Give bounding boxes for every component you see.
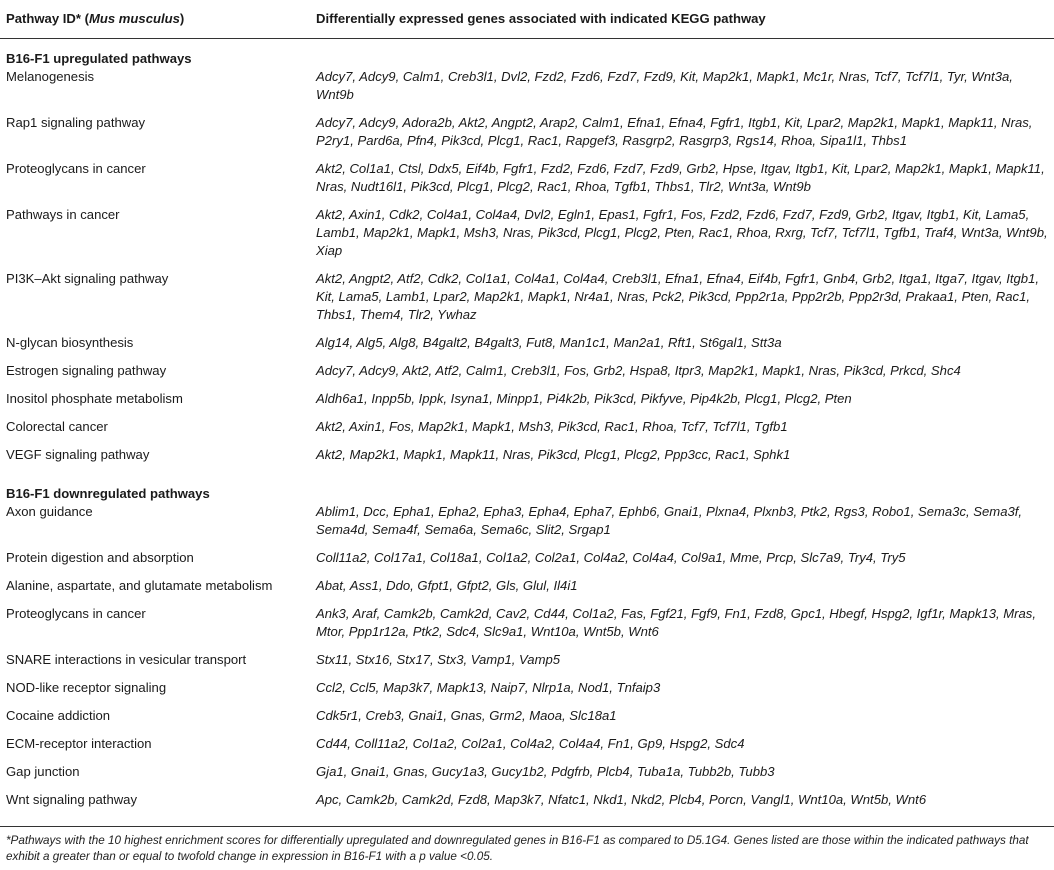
table-row (0, 549, 1054, 577)
table-row (0, 707, 1054, 735)
pathway-name: Melanogenesis (6, 69, 95, 84)
gene-list: Abat, Ass1, Ddo, Gfpt1, Gfpt2, Gls, Glul, Il4i1 (316, 578, 578, 593)
table-row (0, 605, 1054, 651)
section-title: B16-F1 upregulated pathways (6, 51, 192, 66)
pathway-name: Alanine, aspartate, and glutamate metabolism (6, 578, 273, 593)
pathway-name: N-glycan biosynthesis (6, 335, 134, 350)
table-row (0, 679, 1054, 707)
header-pathway-prefix: Pathway ID* ( (6, 11, 89, 26)
gene-list: Adcy7, Adcy9, Akt2, Atf2, Calm1, Creb3l1, Fos, Grb2, Hspa8, Itpr3, Map2k1, Mapk1, Nras, Pik3cd, Prkcd, Shc4 (316, 363, 961, 378)
pathway-name: Gap junction (6, 764, 80, 779)
header-species: Mus musculus (88, 11, 180, 26)
pathway-name: Proteoglycans in cancer (6, 161, 146, 176)
table-row (0, 362, 1054, 390)
table-footnote: *Pathways with the 10 highest enrichment scores for differentially upregulated and downregulated genes in B16-F1 as compared to D5.1G4. Genes listed are those within the indicated pathways that exhibit a greater than or equal to twofold change in expression in B16-F1 with a p value <0.05. (0, 826, 1054, 865)
table-row (0, 390, 1054, 418)
gene-list: Coll11a2, Col17a1, Col18a1, Col1a2, Col2a1, Col4a2, Col4a4, Col9a1, Mme, Prcp, Slc7a9, Try4, Try5 (316, 550, 906, 565)
table-header-row (0, 0, 1054, 39)
table-row (0, 114, 1054, 160)
table-row (0, 791, 1054, 819)
section-header-row (0, 39, 1054, 69)
table-row (0, 651, 1054, 679)
section-title: B16-F1 downregulated pathways (6, 486, 210, 501)
pathway-name: Protein digestion and absorption (6, 550, 194, 565)
pathway-name: Cocaine addiction (6, 708, 111, 723)
table-row (0, 334, 1054, 362)
pathway-name: ECM-receptor interaction (6, 736, 152, 751)
header-pathway-id (0, 0, 310, 39)
gene-list: Adcy7, Adcy9, Adora2b, Akt2, Angpt2, Arap2, Calm1, Efna1, Efna4, Fgfr1, Itgb1, Kit, Lpar2, Map2k1, Mapk1, Mapk11, Nras, P2ry1, Pard6a, Pfn4, Pik3cd, Plcg1, Rac1, Rapgef3, Rasgrp2, Rasgrp3, Rgs14, Rhoa, Sipa1l1, Thbs1 (316, 115, 1033, 148)
gene-list: Gja1, Gnai1, Gnas, Gucy1a3, Gucy1b2, Pdgfrb, Plcb4, Tuba1a, Tubb2b, Tubb3 (316, 764, 775, 779)
gene-list: Adcy7, Adcy9, Calm1, Creb3l1, Dvl2, Fzd2, Fzd6, Fzd7, Fzd9, Kit, Map2k1, Mapk1, Mc1r, Nras, Tcf7, Tcf7l1, Tyr, Wnt3a, Wnt9b (316, 69, 1013, 102)
table-row (0, 270, 1054, 334)
table-row (0, 160, 1054, 206)
gene-list: Aldh6a1, Inpp5b, Ippk, Isyna1, Minpp1, Pi4k2b, Pik3cd, Pikfyve, Pip4k2b, Plcg1, Plcg2, Pten (316, 391, 852, 406)
pathway-name: Axon guidance (6, 504, 93, 519)
pathway-name: VEGF signaling pathway (6, 447, 150, 462)
table-row (0, 68, 1054, 114)
gene-list: Akt2, Angpt2, Atf2, Cdk2, Col1a1, Col4a1, Col4a4, Creb3l1, Efna1, Efna4, Eif4b, Fgfr1, Gnb4, Grb2, Itga1, Itga7, Itgav, Itgb1, Kit, Lama5, Lamb1, Lpar2, Map2k1, Mapk1, Nr4a1, Nras, Pck2, Pik3cd, Ppp2r1a, Ppp2r2b, Ppp2r3d, Prakaa1, Pten, Rac1, Thbs1, Them4, Tlr2, Ywhaz (316, 271, 1040, 322)
pathway-name: Wnt signaling pathway (6, 792, 138, 807)
table-row (0, 206, 1054, 270)
pathway-name: Colorectal cancer (6, 419, 108, 434)
header-pathway-suffix: ) (179, 11, 185, 26)
table-row (0, 503, 1054, 549)
table-row (0, 763, 1054, 791)
gene-list: Apc, Camk2b, Camk2d, Fzd8, Map3k7, Nfatc1, Nkd1, Nkd2, Plcb4, Porcn, Vangl1, Wnt10a, Wnt5b, Wnt6 (316, 792, 927, 807)
pathway-name: Rap1 signaling pathway (6, 115, 146, 130)
pathway-name: SNARE interactions in vesicular transport (6, 652, 247, 667)
gene-list: Akt2, Axin1, Fos, Map2k1, Mapk1, Msh3, Pik3cd, Rac1, Rhoa, Tcf7, Tcf7l1, Tgfb1 (316, 419, 788, 434)
gene-list: Akt2, Axin1, Cdk2, Col4a1, Col4a4, Dvl2, Egln1, Epas1, Fgfr1, Fos, Fzd2, Fzd6, Fzd7, Fzd9, Grb2, Itgav, Itgb1, Kit, Lama5, Lamb1, Map2k1, Mapk1, Msh3, Nras, Pik3cd, Plcg1, Plcg2, Pten, Rac1, Rhoa, Rxrg, Tcf7, Tcf7l1, Tgfb1, Traf4, Wnt3a, Wnt9b, Xiap (316, 207, 1048, 258)
gene-list: Cd44, Coll11a2, Col1a2, Col2a1, Col4a2, Col4a4, Fn1, Gp9, Hspg2, Sdc4 (316, 736, 745, 751)
pathway-name: Inositol phosphate metabolism (6, 391, 183, 406)
gene-list: Akt2, Col1a1, Ctsl, Ddx5, Eif4b, Fgfr1, Fzd2, Fzd6, Fzd7, Fzd9, Grb2, Hpse, Itgav, Itgb1, Kit, Lpar2, Map2k1, Mapk1, Mapk11, Nras, Nudt16l1, Pik3cd, Plcg1, Plcg2, Rac1, Rhoa, Tgfb1, Thbs1, Tlr2, Wnt3a, Wnt9b (316, 161, 1045, 194)
gene-list: Ablim1, Dcc, Epha1, Epha2, Epha3, Epha4, Epha7, Ephb6, Gnai1, Plxna4, Plxnb3, Ptk2, Rgs3, Robo1, Sema3c, Sema3f, Sema4d, Sema4f, Sema6a, Sema6c, Slit2, Srgap1 (316, 504, 1023, 537)
gene-list: Ank3, Araf, Camk2b, Camk2d, Cav2, Cd44, Col1a2, Fas, Fgf21, Fgf9, Fn1, Fzd8, Gpc1, Hbegf, Hspg2, Igf1r, Mapk13, Mras, Mtor, Ppp1r12a, Ptk2, Sdc4, Slc9a1, Wnt10a, Wnt5b, Wnt6 (316, 606, 1036, 639)
header-genes: Differentially expressed genes associated with indicated KEGG pathway (310, 0, 1054, 39)
gene-list: Cdk5r1, Creb3, Gnai1, Gnas, Grm2, Maoa, Slc18a1 (316, 708, 617, 723)
table-row (0, 577, 1054, 605)
gene-list: Stx11, Stx16, Stx17, Stx3, Vamp1, Vamp5 (316, 652, 561, 667)
gene-list: Alg14, Alg5, Alg8, B4galt2, B4galt3, Fut8, Man1c1, Man2a1, Rft1, St6gal1, Stt3a (316, 335, 782, 350)
pathway-name: NOD-like receptor signaling (6, 680, 167, 695)
pathway-name: PI3K–Akt signaling pathway (6, 271, 169, 286)
table-row (0, 735, 1054, 763)
table-body (0, 39, 1054, 820)
table-row (0, 446, 1054, 474)
gene-list: Ccl2, Ccl5, Map3k7, Mapk13, Naip7, Nlrp1a, Nod1, Tnfaip3 (316, 680, 661, 695)
pathway-name: Pathways in cancer (6, 207, 120, 222)
pathway-name: Proteoglycans in cancer (6, 606, 146, 621)
table-row (0, 418, 1054, 446)
pathway-name: Estrogen signaling pathway (6, 363, 167, 378)
gene-list: Akt2, Map2k1, Mapk1, Mapk11, Nras, Pik3cd, Plcg1, Plcg2, Ppp3cc, Rac1, Sphk1 (316, 447, 791, 462)
section-header-row (0, 474, 1054, 503)
